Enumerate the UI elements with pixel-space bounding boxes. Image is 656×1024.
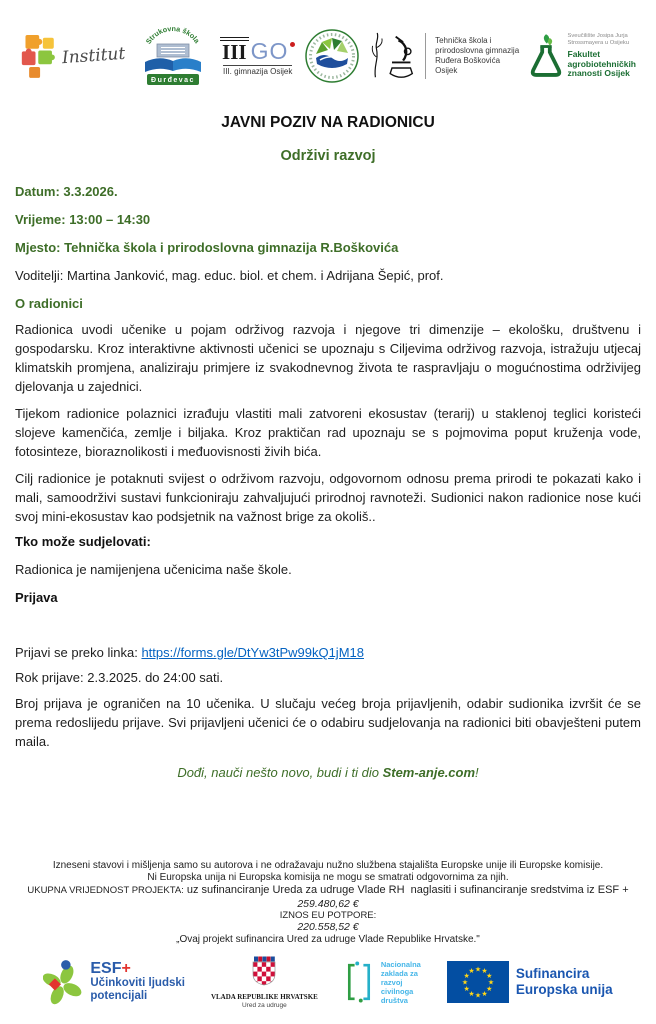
eu-cofinancing-logo xyxy=(447,961,613,1003)
participation-text: Radionica je namijenjena učenicima naše škole. xyxy=(15,562,292,577)
esf-letters: ESF xyxy=(90,960,122,977)
project-value-label: UKUPNA VRIJEDNOST PROJEKTA: xyxy=(27,885,184,896)
application-note: Broj prijava je ograničen na 10 učenika. U slučaju većeg broja prijavljenih, odabir sudionika izvršit će se prema redoslijedu prijave. Svi prijavljeni učenici će o odabiru sudjelovanja na radionici biti obavješteni putem maila. xyxy=(15,696,641,749)
esf-line: potencijali xyxy=(90,990,148,1002)
page-title: JAVNI POZIV NA RADIONICU xyxy=(221,114,435,131)
eu-flag-icon xyxy=(447,961,509,1003)
workshop-subtitle: Održivi razvoj xyxy=(280,148,376,164)
croatian-coat-of-arms-icon xyxy=(246,955,282,991)
svg-text:★: ★ xyxy=(468,989,475,998)
participation-heading: Tko može sudjelovati: xyxy=(15,534,151,549)
strukovna-arc-text: Strukovna škola xyxy=(143,24,202,46)
institut-puzzle-icon xyxy=(20,30,62,82)
nacionalna-zaklada-logo xyxy=(344,958,421,1006)
application-link-line xyxy=(15,645,641,660)
strukovna-banner-text: Đurđevac xyxy=(150,77,195,84)
eu-line: Sufinancira xyxy=(515,966,590,981)
document-content xyxy=(0,184,656,781)
application-heading: Prijava xyxy=(15,590,58,605)
about-heading: O radionici xyxy=(15,296,83,311)
fazos-name xyxy=(568,33,636,79)
project-value-line xyxy=(0,883,656,898)
footer xyxy=(0,860,656,1009)
fazos-flask-icon xyxy=(528,32,564,80)
svg-text:★: ★ xyxy=(481,989,488,998)
application-form-link[interactable]: https://forms.gle/DtYw3tPw99kQ1jM18 xyxy=(141,645,364,660)
institut-logo-text: Institut xyxy=(61,43,126,69)
esf-acronym xyxy=(90,961,130,977)
tehnicka-line: Osijek xyxy=(435,66,458,75)
svg-text:★: ★ xyxy=(474,991,481,1000)
cofinancing-quote: „Ovaj projekt sufinancira Ured za udruge Vlade Republike Hrvatske." xyxy=(176,934,480,945)
svg-text:★: ★ xyxy=(463,985,470,993)
application-deadline: Rok prijave: 2.3.2025. do 24:00 sati. xyxy=(15,670,224,685)
fazos-university-line: Sveučilište Josipa Jurja xyxy=(567,33,628,40)
fazos-university-line: Strossmayera u Osijeku xyxy=(567,40,630,47)
slogan-line xyxy=(15,765,641,781)
iiigo-red-dot-icon xyxy=(290,42,295,47)
esf-pinwheel-icon xyxy=(43,958,83,1006)
application-link-label: Prijavi se preko linka: xyxy=(15,645,142,660)
school-emblem-icon xyxy=(304,28,360,84)
fazos-line: znanosti Osijek xyxy=(567,68,630,79)
footer-logo-strip xyxy=(0,955,656,1009)
school-emblem-logo xyxy=(304,28,360,84)
gimnazija-osijek-logo xyxy=(220,37,295,76)
fazos-line: agrobiotehničkih xyxy=(567,58,636,69)
zaklada-line: društva xyxy=(380,995,408,1005)
strukovna-skola-logo xyxy=(134,24,212,88)
esf-line: Učinkoviti ljudski xyxy=(90,977,185,989)
esf-text-block xyxy=(90,961,185,1003)
tehnicka-skola-name xyxy=(435,36,519,76)
slogan-suffix: ! xyxy=(475,765,479,780)
iiigo-go-letters: GO xyxy=(250,37,289,64)
project-total-amount: 259.480,62 € xyxy=(297,898,359,910)
eu-support-amount: 220.558,52 € xyxy=(297,921,359,933)
project-value-text: uz sufinanciranje Ureda za udruge Vlade RH naglasiti i sufinanciranje sredstvima iz ESF + xyxy=(183,884,629,896)
svg-text:★: ★ xyxy=(487,978,494,987)
svg-text:★: ★ xyxy=(474,965,481,974)
zaklada-line: civilnoga xyxy=(380,986,414,996)
disclaimer-line-2: Ni Europska unija ni Europska komisija ne mogu se smatrati odgovornima za njih. xyxy=(147,871,509,883)
zaklada-line: Nacionalna xyxy=(380,959,421,969)
tehnicka-skola-logo xyxy=(368,29,519,83)
svg-text:★: ★ xyxy=(485,972,493,980)
iiigo-roman-numeral: III xyxy=(220,37,249,63)
iiigo-mark xyxy=(220,37,295,63)
tehnicka-line: Ruđera Boškovića xyxy=(435,56,501,65)
svg-text:★: ★ xyxy=(461,978,468,987)
logo-divider xyxy=(425,33,426,79)
slogan-brand: Stem-anje.com xyxy=(382,765,476,780)
vlada-rh-logo xyxy=(211,955,318,1009)
detail-leaders: Voditelji: Martina Janković, mag. educ. biol. et chem. i Adrijana Šepić, prof. xyxy=(15,268,444,283)
zaklada-line: zaklada za xyxy=(380,968,418,978)
eu-support-label: IZNOS EU POTPORE: xyxy=(279,910,377,921)
svg-text:Strukovna škola xyxy=(143,24,201,46)
fazos-logo xyxy=(528,32,636,80)
about-paragraph-3: Cilj radionice je potaknuti svijest o održivom razvoju, odgovornom odnosu prema prirodi te pokazati kako i mali, samoodrživi sustavi funkcioniraju zahvaljujući prirodnoj ravnoteži. Sudionici nakon radionice nose kući svoj mini-ekosustav kao podsjetnik na važnost brige za okoliš.. xyxy=(15,471,641,524)
fazos-university xyxy=(568,33,636,47)
strukovna-skola-icon xyxy=(134,24,212,88)
svg-text:★: ★ xyxy=(463,972,470,980)
detail-date: Datum: 3.3.2026. xyxy=(15,184,118,199)
slogan-prefix: Dođi, nauči nešto novo, budi i ti dio xyxy=(177,765,383,780)
detail-location: Mjesto: Tehnička škola i prirodoslovna gimnazija R.Boškovića xyxy=(15,240,399,255)
esf-logo xyxy=(43,958,185,1006)
esf-plus: + xyxy=(121,960,131,977)
vlada-title: VLADA REPUBLIKE HRVATSKE xyxy=(210,993,318,1001)
zaklada-line: razvoj xyxy=(380,977,403,987)
institut-logo xyxy=(20,30,125,82)
about-paragraph-1: Radionica uvodi učenike u pojam održivog razvoja i njegove tri dimenzije – ekološku, društvenu i gospodarsku. Kroz interaktivne aktivnosti učenici se upoznaju s Ciljevima održivog razvoja, istražuju utjecaj klimatskih promjena, analiziraju primjere iz svakodnevnog života te raspravljaju o mogućnostima održivijeg djelovanja u zajednici. xyxy=(15,322,641,394)
header-logo-strip xyxy=(0,0,656,88)
tehnicka-skola-sketch-icon xyxy=(368,29,416,83)
eu-line: Europska unija xyxy=(515,982,613,997)
tehnicka-line: prirodoslovna gimnazija xyxy=(435,46,520,55)
vlada-subtitle: Ured za udruge xyxy=(241,1002,287,1009)
zaklada-text-block xyxy=(381,960,421,1005)
disclaimer-line-1: Izneseni stavovi i mišljenja samo su autorova i ne odražavaju nužno službena stajališta Europske unije ili Europske komisije. xyxy=(52,860,604,871)
iiigo-caption: III. gimnazija Osijek xyxy=(223,66,293,76)
tehnicka-line: Tehnička škola i xyxy=(435,36,492,45)
svg-text:★: ★ xyxy=(485,985,493,993)
fazos-line: Fakultet xyxy=(567,49,601,60)
zaklada-brackets-icon xyxy=(344,958,374,1006)
svg-text:★: ★ xyxy=(481,967,488,976)
about-paragraph-2: Tijekom radionice polaznici izrađuju vlastiti mali zatvoreni ekosustav (terarij) u staklenoj teglici koristeći slojeve kamenčića, zemlje i biljaka. Kroz praktičan rad upoznaju se s pojmovima poput kruženja vode, fotosinteze, bioraznolikosti i međuovisnosti živih bića. xyxy=(15,406,641,459)
svg-text:★: ★ xyxy=(468,967,475,976)
detail-time: Vrijeme: 13:00 – 14:30 xyxy=(15,212,151,227)
eu-text-block xyxy=(516,966,613,998)
